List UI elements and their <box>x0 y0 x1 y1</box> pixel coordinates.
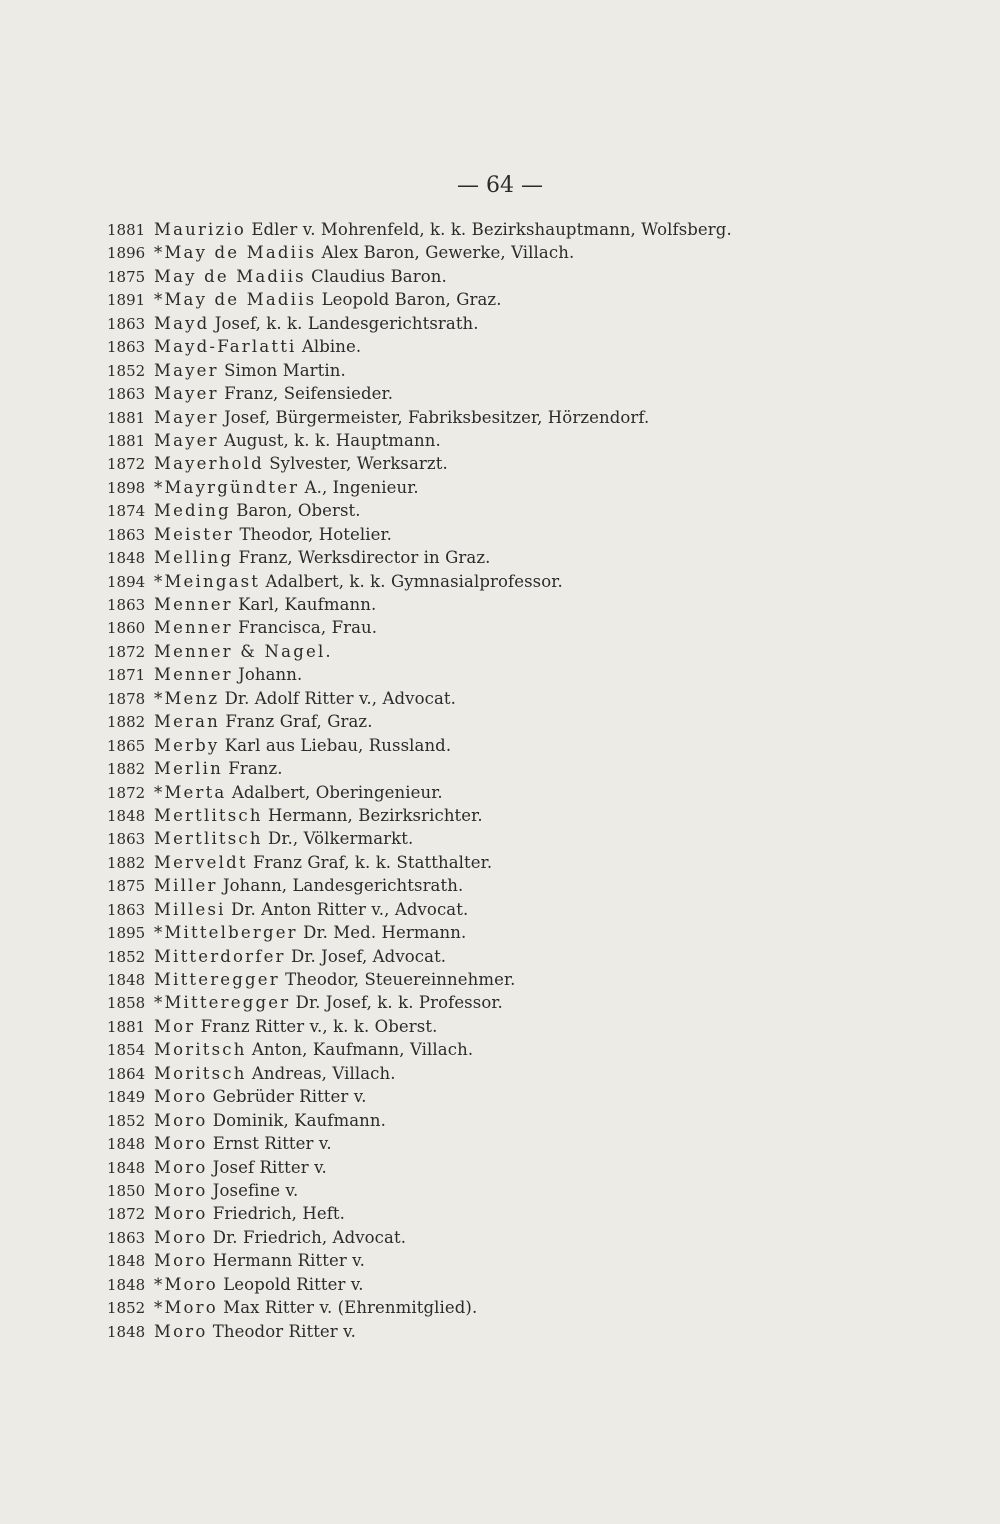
list-item <box>107 991 732 1014</box>
list-item <box>107 1038 732 1061</box>
entry-name: Meister <box>154 524 235 544</box>
list-item <box>107 593 732 616</box>
page-number: — 64 — <box>457 173 543 198</box>
entry-details: Johann. <box>232 665 303 685</box>
entry-year: 1848 <box>107 1135 146 1154</box>
entry-details: Ernst Ritter v. <box>207 1134 332 1154</box>
entry-details: Dr. Med. Hermann. <box>297 923 467 943</box>
entry-year: 1878 <box>107 689 146 708</box>
entry-name: Moro <box>154 1087 208 1107</box>
entry-year: 1882 <box>107 713 146 732</box>
entry-year: 1848 <box>107 1275 146 1294</box>
entry-year: 1872 <box>107 642 146 661</box>
entry-year: 1863 <box>107 1228 146 1247</box>
entry-details: Dr. Josef, k. k. Professor. <box>290 993 503 1013</box>
entry-details: Dr., Völkermarkt. <box>262 829 414 849</box>
list-item <box>107 570 732 593</box>
entry-year: 1848 <box>107 1158 146 1177</box>
list-item <box>107 359 732 382</box>
entry-details: Leopold Ritter v. <box>217 1274 364 1294</box>
entry-details: Dr. Josef, Advocat. <box>285 946 447 966</box>
entry-name: Mertlitsch <box>154 805 263 825</box>
list-item <box>107 1085 732 1108</box>
list-item <box>107 687 732 710</box>
entry-details: Friedrich, Heft. <box>207 1204 345 1224</box>
entry-name: Moritsch <box>154 1063 247 1083</box>
list-item <box>107 1156 732 1179</box>
entry-details: Franz Ritter v., k. k. Oberst. <box>195 1016 438 1036</box>
entry-name: Moritsch <box>154 1040 247 1060</box>
list-item <box>107 734 732 757</box>
entry-year: 1848 <box>107 1322 146 1341</box>
list-item <box>107 921 732 944</box>
entry-name: Mayer <box>154 384 219 404</box>
entry-year: 1863 <box>107 596 146 614</box>
entry-details: Gebrüder Ritter v. <box>207 1087 367 1107</box>
entry-name: Mitterdorfer <box>154 946 286 966</box>
entry-details: Dr. Friedrich, Advocat. <box>207 1227 407 1247</box>
entry-year: 1852 <box>107 361 146 380</box>
entry-name: Moro <box>154 1110 208 1130</box>
entry-year: 1875 <box>107 877 146 896</box>
entry-year: 1875 <box>107 267 146 286</box>
entry-name: Melling <box>154 548 234 568</box>
entry-name: Millesi <box>154 899 226 919</box>
entry-name: Menner <box>154 618 233 638</box>
entry-year: 1863 <box>107 830 146 849</box>
entry-details: Simon Martin. <box>218 360 346 380</box>
entry-year: 1896 <box>107 244 146 263</box>
entry-details: Josef, Bürgermeister, Fabriksbesitzer, Hörzendorf. <box>218 407 650 427</box>
list-item <box>107 546 732 569</box>
entry-year: 1898 <box>107 478 146 497</box>
entry-name: Moro <box>154 1180 208 1200</box>
entry-year: 1871 <box>107 666 146 685</box>
entry-details: Josef Ritter v. <box>207 1157 327 1177</box>
list-item <box>107 1062 732 1085</box>
list-item <box>107 1109 732 1132</box>
entry-year: 1895 <box>107 924 146 943</box>
entry-name: *Mitteregger <box>154 993 291 1013</box>
entry-name: May de Madiis <box>154 266 306 286</box>
entry-name: Meran <box>154 712 221 732</box>
entry-year: 1891 <box>107 291 146 310</box>
entry-name: Mertlitsch <box>154 829 263 849</box>
entry-year: 1860 <box>107 619 146 638</box>
entry-details: Hermann, Bezirksrichter. <box>262 805 483 825</box>
list-item <box>107 1273 732 1296</box>
entry-name: Moro <box>154 1204 208 1224</box>
entry-name: *Merta <box>154 782 227 802</box>
list-item <box>107 757 732 780</box>
list-item <box>107 1179 732 1202</box>
entry-details: Dr. Anton Ritter v., Advocat. <box>225 899 469 919</box>
list-item <box>107 968 732 991</box>
list-item <box>107 640 732 663</box>
entry-details: Theodor, Hotelier. <box>234 524 392 544</box>
list-item <box>107 241 732 264</box>
list-item <box>107 874 732 897</box>
entry-details: Josef, k. k. Landesgerichtsrath. <box>209 313 479 333</box>
member-list <box>107 218 732 1343</box>
entry-year: 1881 <box>107 431 146 450</box>
list-item <box>107 382 732 405</box>
entry-name: Merveldt <box>154 852 248 872</box>
entry-details: Franz Graf, Graz. <box>220 712 373 732</box>
entry-details: Franz, Werksdirector in Graz. <box>233 548 491 568</box>
entry-year: 1872 <box>107 783 146 802</box>
list-item <box>107 218 732 241</box>
entry-details: Alex Baron, Gewerke, Villach. <box>316 243 575 263</box>
entry-year: 1850 <box>107 1181 146 1200</box>
entry-name: Mayer <box>154 407 219 427</box>
entry-name: Mayd <box>154 313 210 333</box>
entry-details: Theodor, Steuereinnehmer. <box>279 970 516 989</box>
entry-name: *Meingast <box>154 571 261 591</box>
entry-year: 1863 <box>107 314 146 333</box>
entry-name: *Moro <box>154 1298 218 1318</box>
entry-year: 1863 <box>107 525 146 544</box>
list-item <box>107 288 732 311</box>
entry-year: 1882 <box>107 760 146 779</box>
entry-details: Hermann Ritter v. <box>207 1251 365 1271</box>
list-item <box>107 804 732 827</box>
entry-details: Albine. <box>296 337 362 357</box>
entry-details: Leopold Baron, Graz. <box>316 290 502 310</box>
list-item <box>107 1132 732 1155</box>
entry-details: Franz Graf, k. k. Statthalter. <box>247 852 493 872</box>
entry-name: Menner <box>154 595 233 614</box>
entry-year: 1882 <box>107 853 146 872</box>
entry-details: Franz. <box>222 759 283 779</box>
entry-year: 1848 <box>107 549 146 568</box>
entry-year: 1872 <box>107 455 146 474</box>
list-item <box>107 663 732 686</box>
entry-year: 1852 <box>107 1299 146 1318</box>
entry-name: Mayerhold <box>154 454 264 474</box>
list-item <box>107 429 732 452</box>
entry-name: Mayer <box>154 360 219 380</box>
entry-details: Claudius Baron. <box>305 266 447 286</box>
entry-year: 1863 <box>107 900 146 919</box>
entry-details: A., Ingenieur. <box>299 477 419 497</box>
entry-details: August, k. k. Hauptmann. <box>218 430 441 450</box>
list-item <box>107 523 732 546</box>
entry-name: Menner <box>154 665 233 685</box>
list-item <box>107 1202 732 1225</box>
list-item <box>107 945 732 968</box>
entry-year: 1874 <box>107 502 146 521</box>
entry-year: 1848 <box>107 806 146 825</box>
entry-year: 1881 <box>107 408 146 427</box>
list-item <box>107 898 732 921</box>
entry-name: Mitteregger <box>154 970 280 989</box>
entry-details: Anton, Kaufmann, Villach. <box>246 1040 474 1060</box>
entry-year: 1864 <box>107 1064 146 1083</box>
list-item <box>107 710 732 733</box>
entry-details: Max Ritter v. (Ehrenmitglied). <box>217 1298 478 1318</box>
entry-name: Mor <box>154 1016 196 1036</box>
list-item <box>107 452 732 475</box>
entry-details: Francisca, Frau. <box>232 618 378 638</box>
entry-year: 1852 <box>107 1111 146 1130</box>
entry-year: 1854 <box>107 1041 146 1060</box>
entry-name: *May de Madiis <box>154 290 317 310</box>
entry-details: Dr. Adolf Ritter v., Advocat. <box>219 688 456 708</box>
entry-details: Theodor Ritter v. <box>207 1321 356 1341</box>
entry-name: Moro <box>154 1134 208 1154</box>
entry-name: Moro <box>154 1157 208 1177</box>
entry-year: 1865 <box>107 736 146 755</box>
entry-name: *Mayrgündter <box>154 477 300 497</box>
entry-year: 1872 <box>107 1205 146 1224</box>
entry-details: Sylvester, Werksarzt. <box>263 454 448 474</box>
entry-name: Merlin <box>154 759 223 779</box>
list-item <box>107 781 732 804</box>
entry-details: Josefine v. <box>207 1180 299 1200</box>
entry-name: Miller <box>154 876 218 896</box>
list-item <box>107 265 732 288</box>
entry-year: 1863 <box>107 385 146 404</box>
entry-name: Maurizio <box>154 220 247 239</box>
list-item <box>107 1296 732 1319</box>
entry-details: Andreas, Villach. <box>246 1063 396 1083</box>
entry-name: Menner & Nagel. <box>154 641 333 661</box>
list-item <box>107 1249 732 1272</box>
entry-details: Karl aus Liebau, Russland. <box>219 735 452 755</box>
entry-name: Mayd-Farlatti <box>154 337 297 357</box>
entry-details: Dominik, Kaufmann. <box>207 1110 386 1130</box>
entry-year: 1848 <box>107 971 146 989</box>
list-item <box>107 1320 732 1343</box>
entry-details: Baron, Oberst. <box>230 501 361 521</box>
list-item <box>107 1015 732 1038</box>
entry-details: Adalbert, Oberingenieur. <box>226 782 443 802</box>
entry-year: 1849 <box>107 1088 146 1107</box>
entry-details: Edler v. Mohrenfeld, k. k. Bezirkshauptmann, Wolfsberg. <box>246 220 732 239</box>
entry-name: *May de Madiis <box>154 243 317 263</box>
entry-year: 1858 <box>107 994 146 1013</box>
list-item <box>107 312 732 335</box>
entry-name: *Menz <box>154 688 220 708</box>
list-item <box>107 851 732 874</box>
entry-details: Adalbert, k. k. Gymnasialprofessor. <box>260 571 563 591</box>
entry-details: Johann, Landesgerichtsrath. <box>217 876 464 896</box>
entry-year: 1852 <box>107 947 146 966</box>
entry-details: Karl, Kaufmann. <box>232 595 377 614</box>
entry-year: 1881 <box>107 221 146 239</box>
entry-name: *Mittelberger <box>154 923 298 943</box>
list-item <box>107 827 732 850</box>
list-item <box>107 406 732 429</box>
entry-details: Franz, Seifensieder. <box>218 384 394 404</box>
entry-name: Moro <box>154 1251 208 1271</box>
list-item <box>107 616 732 639</box>
entry-name: Mayer <box>154 430 219 450</box>
list-item <box>107 476 732 499</box>
entry-year: 1848 <box>107 1252 146 1271</box>
entry-name: Moro <box>154 1321 208 1341</box>
entry-name: Meding <box>154 501 231 521</box>
list-item <box>107 335 732 358</box>
entry-name: Moro <box>154 1227 208 1247</box>
entry-year: 1881 <box>107 1017 146 1036</box>
list-item <box>107 1226 732 1249</box>
entry-year: 1894 <box>107 572 146 591</box>
entry-year: 1863 <box>107 338 146 357</box>
list-item <box>107 499 732 522</box>
entry-name: Merby <box>154 735 220 755</box>
entry-name: *Moro <box>154 1274 218 1294</box>
